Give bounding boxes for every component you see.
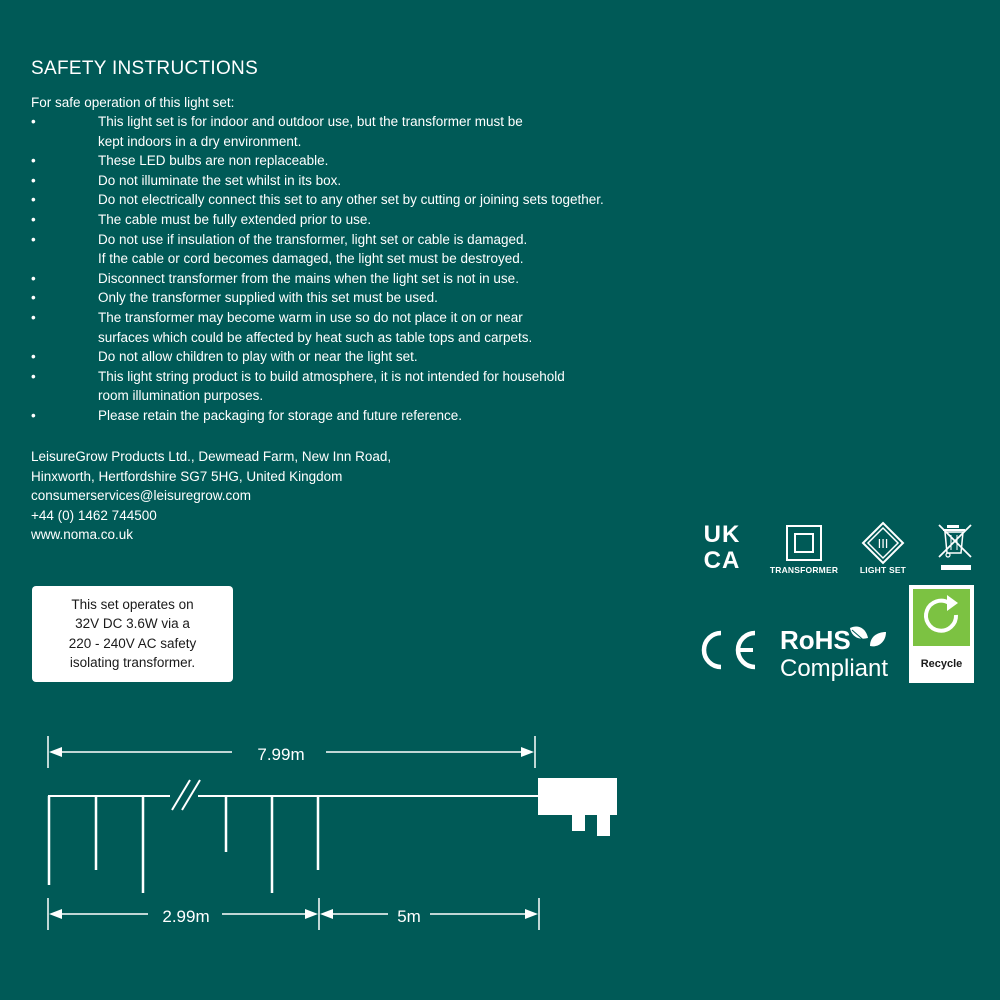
bullet-dot: • [31,407,36,423]
bullet-dot: • [31,349,36,365]
bullet-dot: • [31,231,36,247]
transformer-plug [538,778,617,815]
rohs-text: RoHS [780,625,851,655]
safety-item-text: Please retain the packaging for storage and future reference. [98,407,462,423]
bullet-dot: • [31,290,36,306]
break-mark-1 [172,780,190,810]
safety-item-text: Do not allow children to play with or near the light set. [98,349,418,365]
safety-item-text: The transformer may become warm in use so do not place it on or near [98,309,523,325]
break-mark-2 [182,780,200,810]
website-text: www.noma.co.uk [31,527,134,543]
lit-length-arrow-left [49,909,62,919]
lead-length-label: 5m [397,907,421,926]
safety-item-text-cont: room illumination purposes. [98,388,264,404]
address-line-1: LeisureGrow Products Ltd., Dewmead Farm, New Inn Road, [31,449,392,464]
plug-pin-2 [597,813,610,836]
safety-item-text: Do not illuminate the set whilst in its box. [98,172,342,188]
spec-line-3: 220 - 240V AC safety [68,635,197,651]
total-length-arrow-left [49,747,62,757]
lit-length-label: 2.99m [162,907,210,926]
safety-item-text: Do not use if insulation of the transformer, light set or cable is damaged. [98,231,528,247]
bullet-dot: • [31,368,36,384]
bullet-dot: • [31,172,36,188]
safety-item-text-cont: If the cable or cord becomes damaged, the light set must be destroyed. [98,251,524,267]
ukca-bottom-text: CA [703,547,741,571]
bullet-dot: • [31,270,36,286]
recycle-caption: Recycle [920,658,963,670]
lit-length-arrow-right [305,909,318,919]
safety-item-text: Only the transformer supplied with this set must be used. [98,290,438,306]
spec-line-1: This set operates on [71,597,194,612]
compliant-text: Compliant [780,655,889,682]
bullet-dot: • [31,192,36,208]
phone-text: +44 (0) 1462 744500 [31,507,157,523]
safety-item-text: This light string product is to build atmosphere, it is not intended for household [98,368,565,384]
safety-item-text: Do not electrically connect this set to any other set by cutting or joining sets together. [98,192,604,208]
total-length-arrow-right [521,747,534,757]
bullet-dot: • [31,114,36,129]
safety-item-text-cont: kept indoors in a dry environment. [98,133,302,149]
safety-item-text: Disconnect transformer from the mains when the light set is not in use. [98,270,519,286]
address-line-2: Hinxworth, Hertfordshire SG7 5HG, United Kingdom [31,468,343,484]
safety-item-text: The cable must be fully extended prior to use. [98,211,372,227]
lead-length-arrow-right [525,909,538,919]
ukca-top-text: UK [703,521,741,548]
bullet-dot: • [31,153,36,169]
transformer-caption: TRANSFORMER [769,565,839,575]
email-text: consumerservices@leisuregrow.com [31,488,252,504]
lead-length-arrow-left [320,909,333,919]
bullet-dot: • [31,309,36,325]
spec-line-2: 32V DC 3.6W via a [75,616,190,632]
safety-item-text: This light set is for indoor and outdoor use, but the transformer must be [98,114,523,129]
class-three-numeral: III [877,536,889,551]
safety-item-text: These LED bulbs are non replaceable. [98,153,329,169]
spec-line-4: isolating transformer. [69,655,196,671]
total-length-label: 7.99m [257,745,305,764]
page-title: SAFETY INSTRUCTIONS [31,58,259,79]
lightset-caption: LIGHT SET [859,565,907,575]
plug-pin-1 [572,813,585,831]
bullet-dot: • [31,211,36,227]
intro-text: For safe operation of this light set: [31,95,235,110]
safety-item-text-cont: surfaces which could be affected by heat such as table tops and carpets. [98,329,533,345]
